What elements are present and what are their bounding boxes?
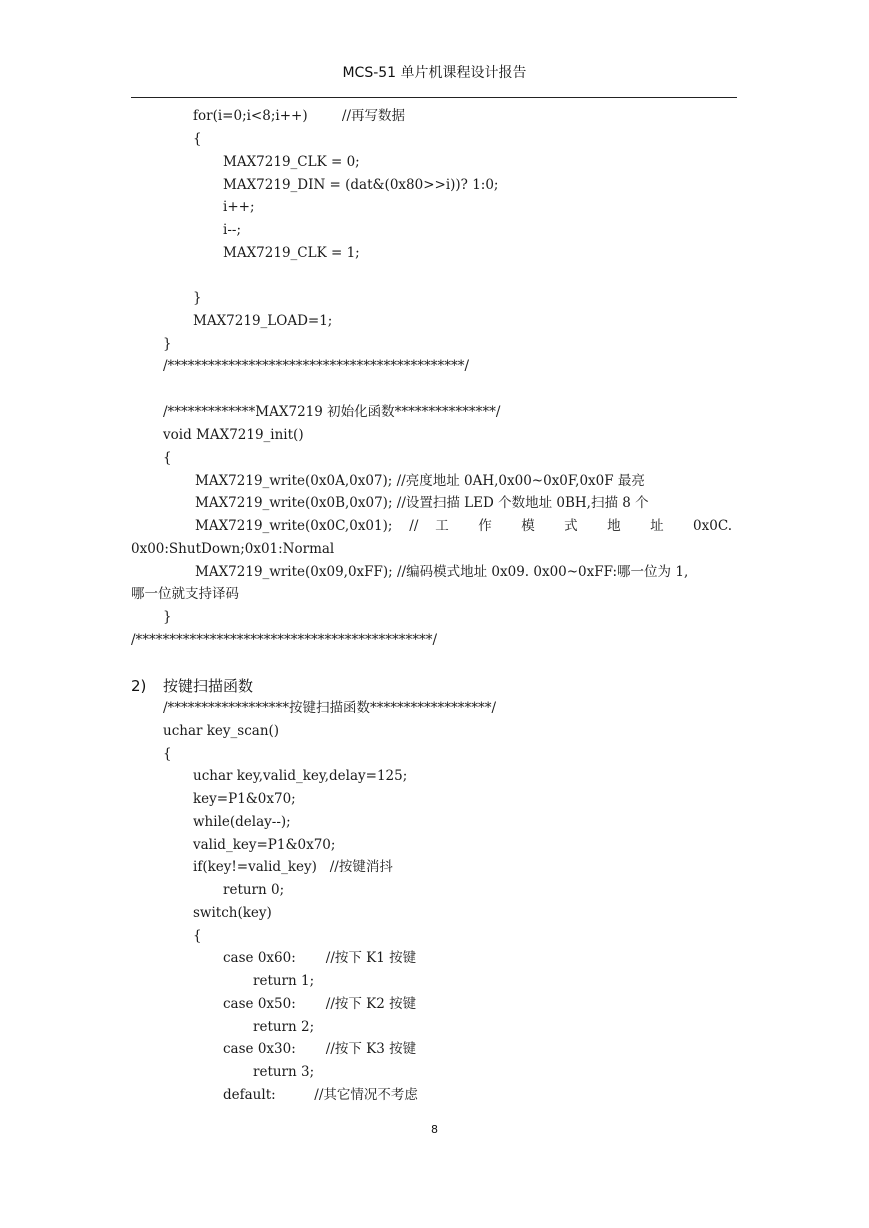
page-header-title: MCS-51 单片机课程设计报告: [342, 65, 527, 81]
section-title: 按键扫描函数: [163, 677, 254, 695]
section-heading: [131, 677, 253, 695]
code-line: {: [163, 746, 172, 762]
code-line: if(key!=valid_key) //按键消抖: [193, 859, 393, 875]
code-line: case 0x30: //按下 K3 按键: [223, 1041, 417, 1057]
code-line: return 2;: [253, 1019, 315, 1035]
code-line: MAX7219_DIN = (dat&(0x80>>i))? 1:0;: [223, 177, 499, 193]
code-line: return 1;: [253, 973, 315, 989]
page-number: 8: [431, 1123, 438, 1136]
code-line: }: [163, 609, 172, 625]
header-divider: [131, 97, 737, 98]
code-line: 0x00:ShutDown;0x01:Normal: [131, 541, 335, 557]
code-line: {: [163, 450, 172, 466]
code-line: uchar key,valid_key,delay=125;: [193, 768, 408, 784]
section-number: 2): [131, 677, 147, 695]
code-line: {: [193, 928, 202, 944]
code-line: key=P1&0x70;: [193, 791, 296, 807]
code-line: case 0x60: //按下 K1 按键: [223, 950, 417, 966]
code-line: 哪一位就支持译码: [131, 586, 239, 602]
code-line: MAX7219_CLK = 0;: [223, 154, 360, 170]
code-line: MAX7219_write(0x09,0xFF); //编码模式地址 0x09. 0x00~0xFF:哪一位为 1,: [195, 564, 689, 580]
code-line: MAX7219_write(0x0B,0x07); //设置扫描 LED 个数地址 0BH,扫描 8 个: [195, 495, 649, 511]
code-line: i--;: [223, 222, 241, 238]
code-line: /********************************************/: [163, 358, 470, 374]
code-line: /*************MAX7219 初始化函数***************/: [163, 404, 501, 420]
code-line: /******************按键扫描函数******************/: [163, 700, 497, 716]
code-line: for(i=0;i<8;i++) //再写数据: [193, 108, 406, 124]
code-line: while(delay--);: [193, 814, 291, 830]
code-line: {: [193, 131, 202, 147]
code-line: i++;: [223, 199, 255, 215]
code-line: MAX7219_LOAD=1;: [193, 313, 333, 329]
code-line: }: [193, 290, 202, 306]
code-line-justified: MAX7219_write(0x0C,0x01); // 工 作 模 式 地 址 0x0C.: [195, 518, 732, 534]
code-line: /********************************************/: [131, 632, 438, 648]
code-line: void MAX7219_init(): [163, 427, 304, 443]
code-line: return 0;: [223, 882, 285, 898]
code-line: MAX7219_write(0x0A,0x07); //亮度地址 0AH,0x00~0x0F,0x0F 最亮: [195, 473, 645, 489]
code-line: switch(key): [193, 905, 272, 921]
code-line: uchar key_scan(): [163, 723, 280, 739]
code-line: valid_key=P1&0x70;: [193, 837, 336, 853]
code-line: MAX7219_CLK = 1;: [223, 245, 360, 261]
code-line: case 0x50: //按下 K2 按键: [223, 996, 417, 1012]
code-line: }: [163, 336, 172, 352]
code-line: return 3;: [253, 1064, 315, 1080]
code-line: default: //其它情况不考虑: [223, 1087, 418, 1103]
